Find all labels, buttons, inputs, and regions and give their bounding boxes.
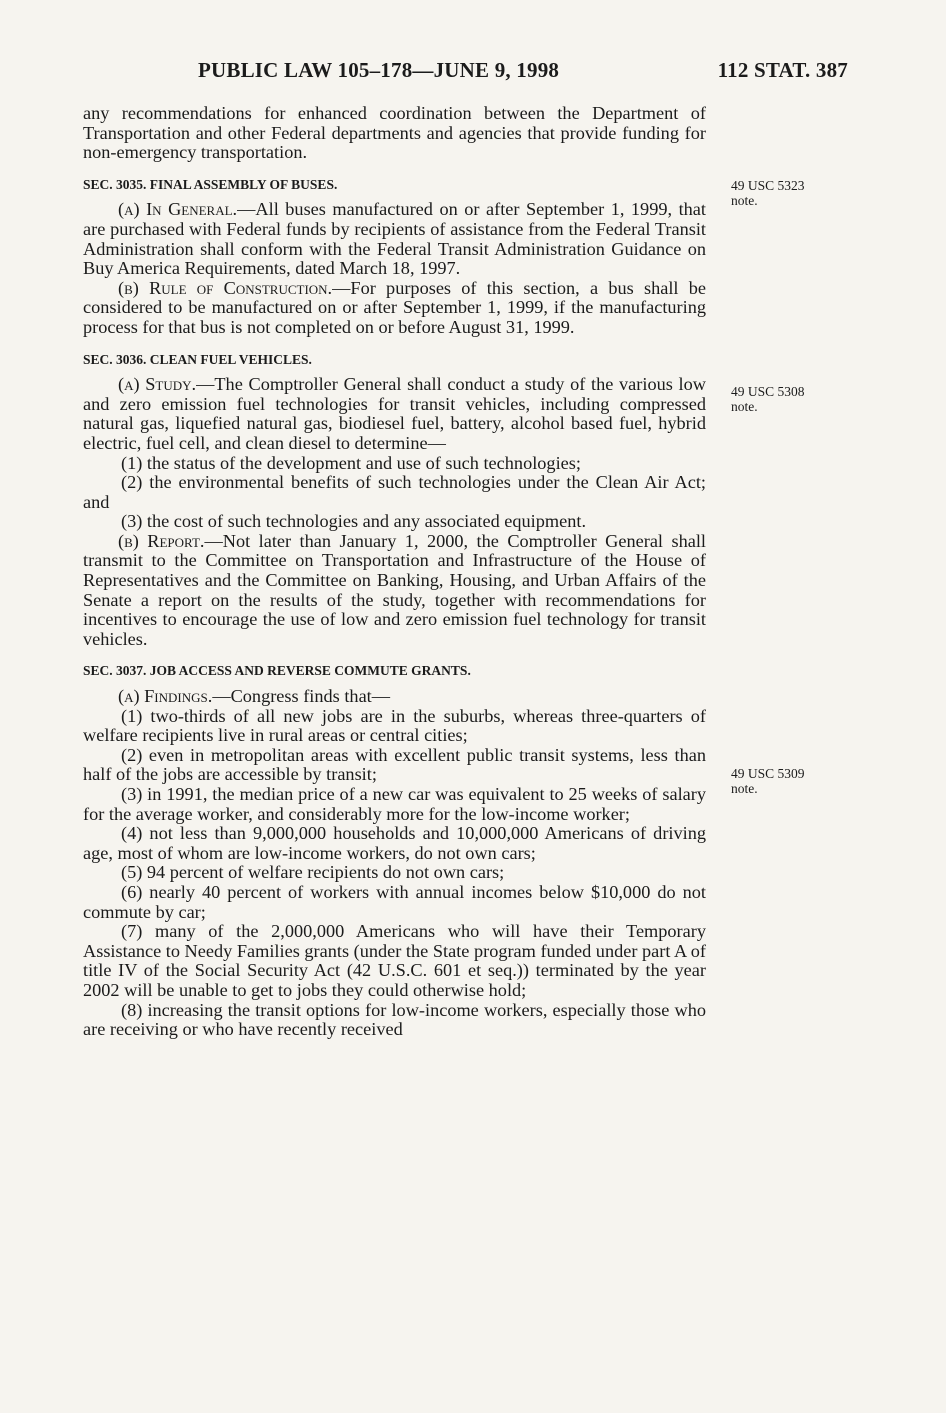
list-item: (8) increasing the transit options for low-income workers, especially those who are receiving or who have recently received <box>83 999 706 1040</box>
header-title: PUBLIC LAW 105–178—JUNE 9, 1998 <box>198 58 560 82</box>
subsection-label: (a) In General. <box>118 199 238 220</box>
subsection-text: —Congress finds that— <box>212 686 391 707</box>
intro-paragraph: any recommendations for enhanced coordination between the Department of Transportation and other Federal departments and agencies that provide funding for non-emergency transportation. <box>83 103 706 163</box>
section-3036-heading: SEC. 3036. CLEAN FUEL VEHICLES. <box>83 351 312 367</box>
margin-note-label: note. <box>731 193 758 208</box>
list-item: (5) 94 percent of welfare recipients do not own cars; <box>121 862 505 883</box>
margin-note-usc-5323 <box>731 178 851 208</box>
margin-note-usc-5309 <box>731 766 851 796</box>
section-3035-heading: SEC. 3035. FINAL ASSEMBLY OF BUSES. <box>83 176 338 192</box>
margin-note-usc-5308 <box>731 384 851 414</box>
statute-page-number: 112 STAT. 387 <box>717 58 848 82</box>
section-3037-heading: SEC. 3037. JOB ACCESS AND REVERSE COMMUTE GRANTS. <box>83 663 471 679</box>
subsection-text: —For purposes of this section, a bus shall be considered to be manufactured on or after September 1, 1999, if the manufacturing process for that bus is not completed on or before August 31, 1999. <box>83 277 706 337</box>
margin-note-citation: 49 USC 5323 <box>731 178 805 193</box>
body-text <box>83 104 706 1040</box>
list-item: (3) in 1991, the median price of a new car was equivalent to 25 weeks of salary for the average worker, and considerably more for the low-income worker; <box>83 784 706 824</box>
margin-note-label: note. <box>731 781 758 796</box>
subsection-text: —Not later than January 1, 2000, the Comptroller General shall transmit to the Committee on Transportation and Infrastructure of the House of Representatives and the Committee on Banking, Housing, and Urban Affairs of the Senate a report on the results of the study, together with recommendations for incentives to encourage the use of low and zero emission fuel technology for transit vehicles. <box>83 530 706 649</box>
section-3036-subsection-b <box>83 532 706 650</box>
list-item: (1) two-thirds of all new jobs are in the suburbs, whereas three-quarters of welfare recipients live in rural areas or central cities; <box>83 705 706 746</box>
list-item: (3) the cost of such technologies and any associated equipment. <box>121 511 587 532</box>
list-item: (7) many of the 2,000,000 Americans who will have their Temporary Assistance to Needy Families grants (under the State program funded under part A of title IV of the Social Security Act (42 U.S.C. 601 et seq.)) terminated by the year 2002 will be unable to get to jobs they could otherwise hold; <box>83 921 706 1000</box>
subsection-label: (a) Study. <box>118 374 197 395</box>
margin-note-citation: 49 USC 5309 <box>731 766 805 781</box>
subsection-text: —The Comptroller General shall conduct a study of the various low and zero emission fuel technologies for transit vehicles, including compressed natural gas, liquefied natural gas, biodiesel fuel, battery, alcohol based fuel, hybrid electric, fuel cell, and clean diesel to determine— <box>83 374 706 453</box>
list-item: (2) even in metropolitan areas with excellent public transit systems, less than half of the jobs are accessible by transit; <box>83 744 706 785</box>
section-3035-subsection-b <box>83 279 706 338</box>
list-item: (1) the status of the development and use of such technologies; <box>121 452 581 473</box>
section-3035-subsection-a <box>83 200 706 278</box>
list-item: (2) the environmental benefits of such technologies under the Clean Air Act; and <box>83 472 706 512</box>
subsection-text: —All buses manufactured on or after September 1, 1999, that are purchased with Federal funds by recipients of assistance from the Federal Transit Administration shall conform with the Federal Transit Administration Guidance on Buy America Requirements, dated March 18, 1997. <box>83 199 706 279</box>
section-3036-subsection-a <box>83 375 706 453</box>
subsection-label: (b) Rule of Construction. <box>118 277 333 298</box>
margin-note-label: note. <box>731 399 758 414</box>
subsection-label: (b) Report. <box>118 530 205 551</box>
margin-note-citation: 49 USC 5308 <box>731 384 805 399</box>
subsection-label: (a) Findings. <box>118 686 213 707</box>
section-3037-subsection-a <box>83 687 706 707</box>
list-item: (6) nearly 40 percent of workers with annual incomes below $10,000 do not commute by car; <box>83 881 706 922</box>
list-item: (4) not less than 9,000,000 households and 10,000,000 Americans of driving age, most of whom are low-income workers, do not own cars; <box>83 823 706 863</box>
page-header <box>198 58 848 83</box>
